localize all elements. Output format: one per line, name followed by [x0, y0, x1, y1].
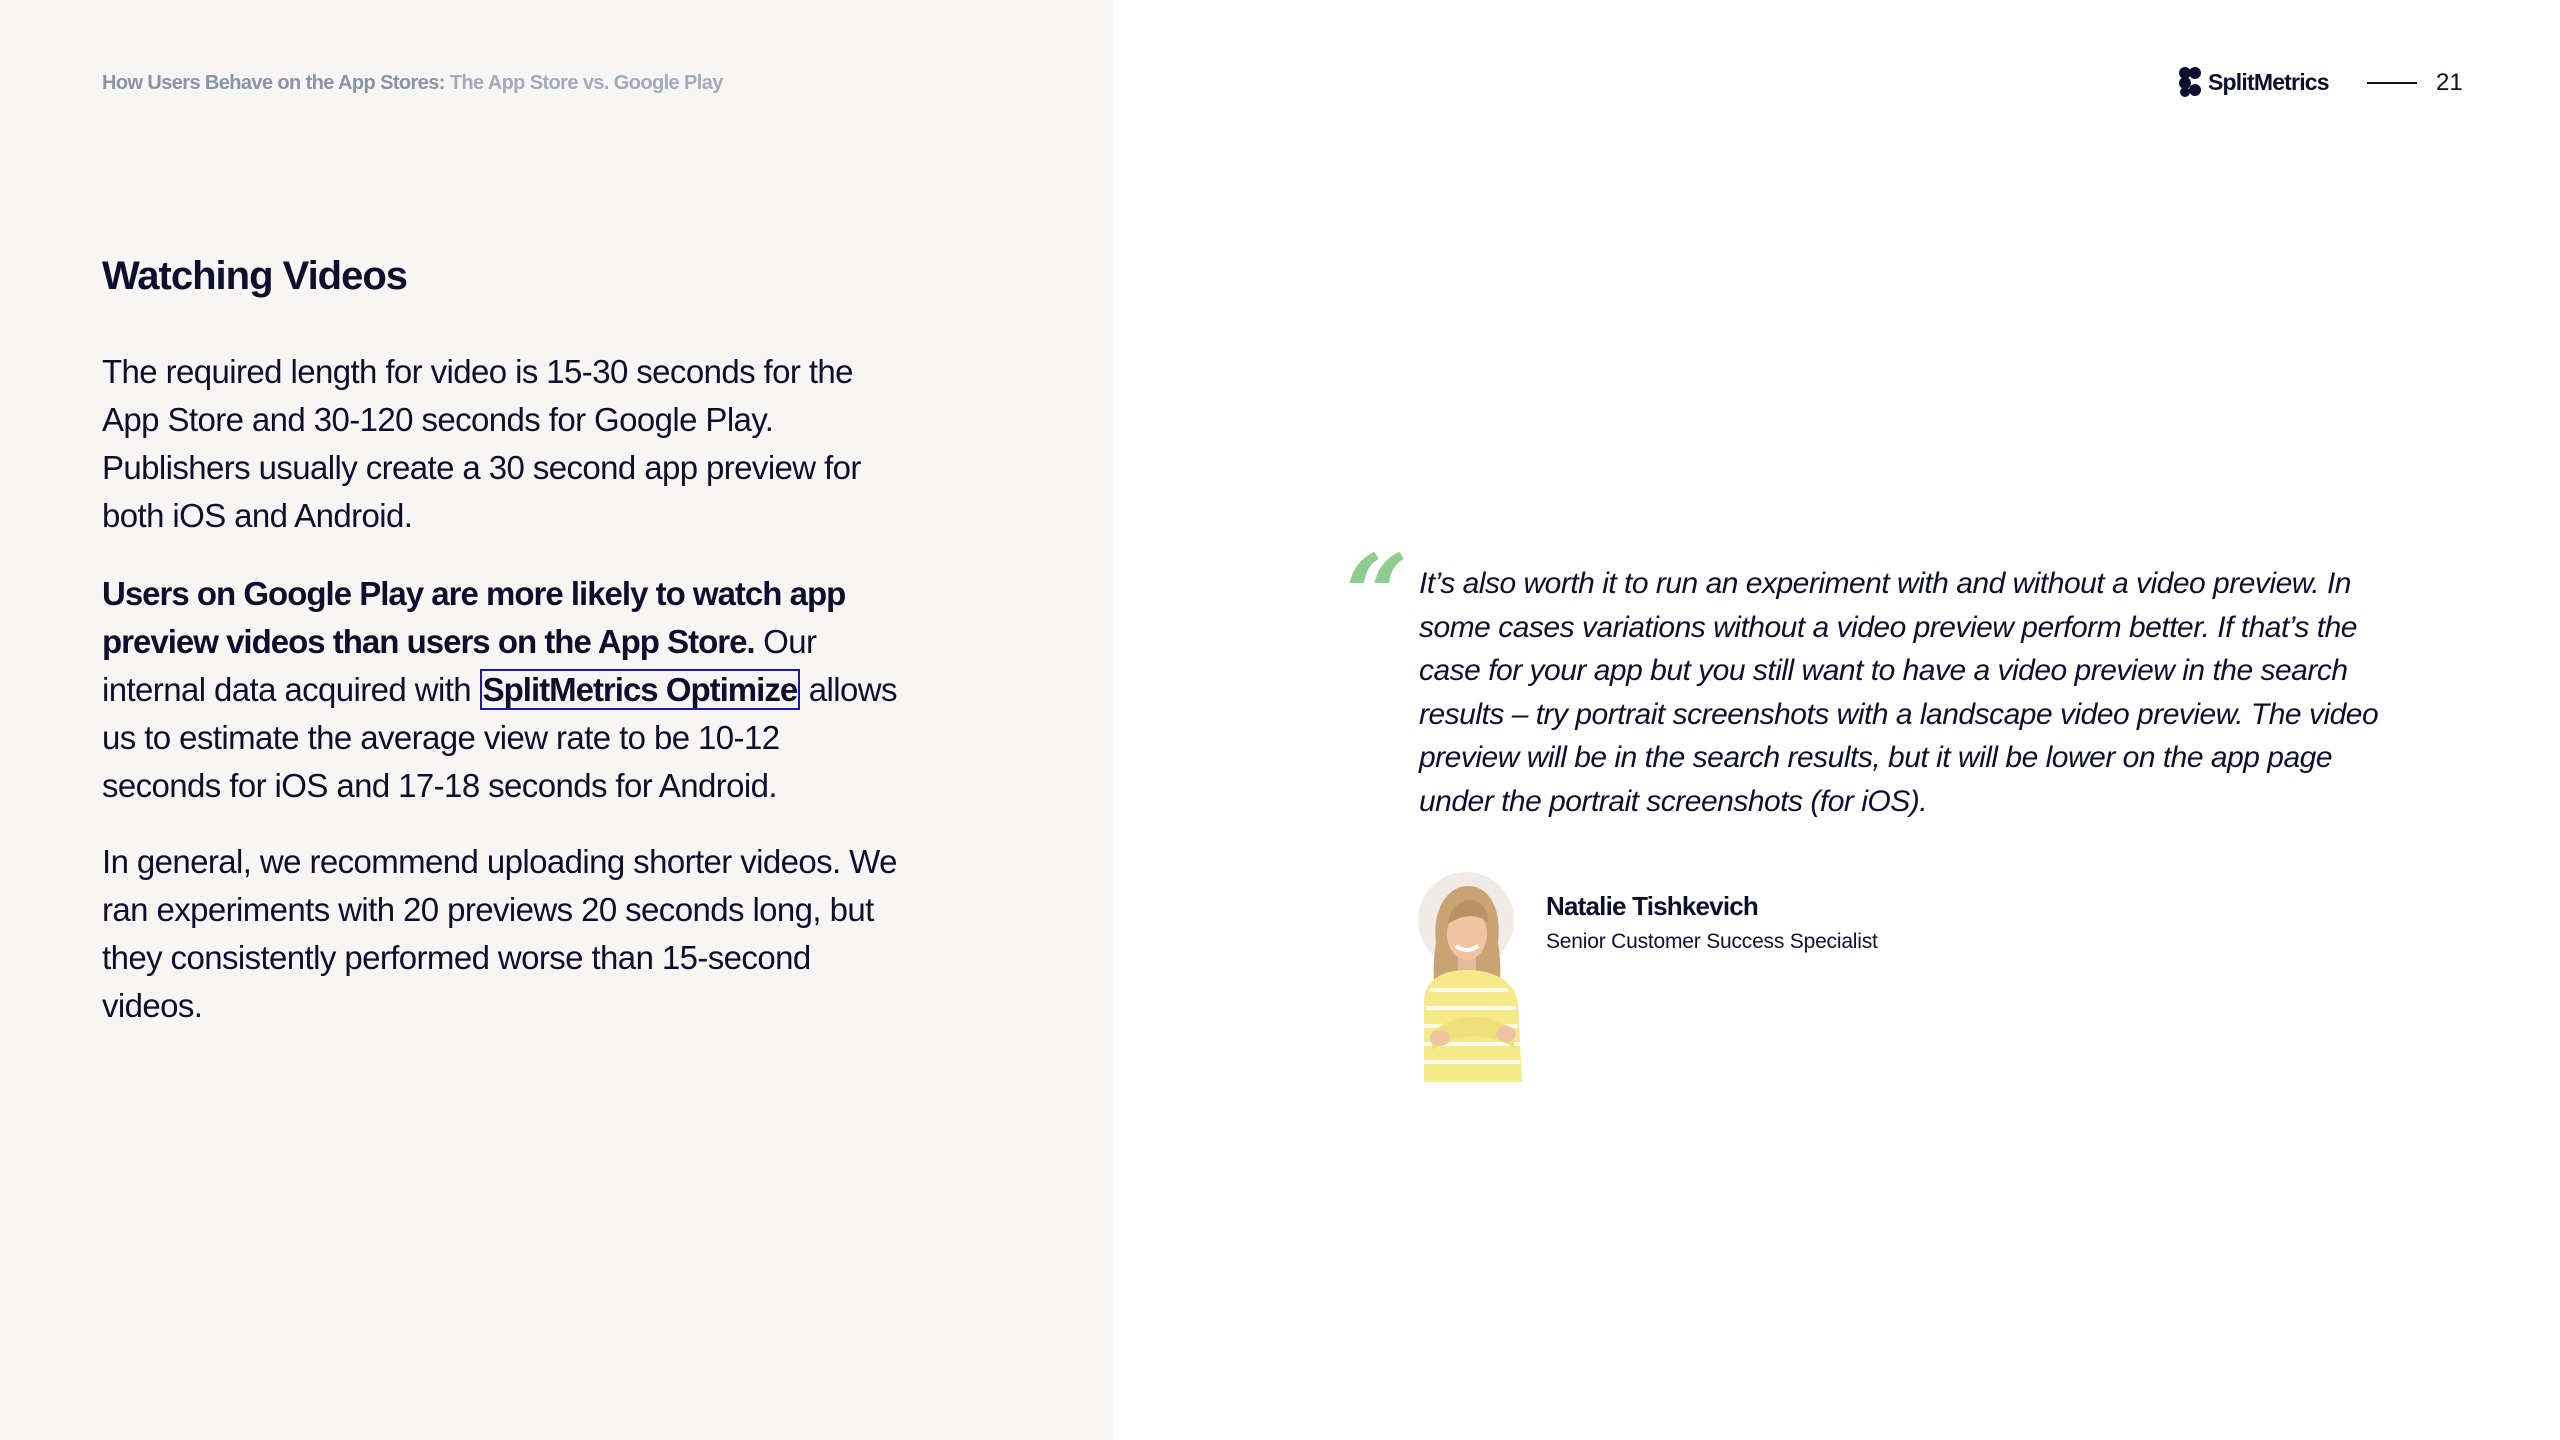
page-number: 21 — [2436, 69, 2463, 96]
header-divider — [2367, 82, 2417, 84]
author-avatar — [1418, 872, 1542, 1082]
splitmetrics-optimize-link[interactable]: SplitMetrics Optimize — [480, 669, 801, 710]
brand-name: SplitMetrics — [2208, 68, 2329, 95]
paragraph-view-rate — [102, 570, 902, 810]
running-header-subtitle: The App Store vs. Google Play — [449, 72, 723, 94]
running-header-title: How Users Behave on the App Stores: — [102, 72, 445, 94]
paragraph-video-length: The required length for video is 15-30 seconds for the App Store and 30-120 seconds for Google Play. Publishers usually create a 30 second app preview for both iOS and Android. — [102, 353, 861, 534]
author-name: Natalie Tishkevich — [1546, 891, 1759, 921]
brand-logo — [2178, 66, 2329, 98]
running-header — [102, 72, 723, 95]
quote-mark-icon: “ — [1345, 530, 1409, 659]
quote-text: It’s also worth it to run an experiment with and without a video preview. In some cases variations without a video preview perform better. If that’s the case for your app but you still want to have a video preview in the search results – try portrait screenshots with a landscape video preview. The video preview will be in the search results, but it will be lower on the app page under the portrait screenshots (for iOS). — [1419, 567, 2379, 818]
splitmetrics-logo-icon — [2178, 66, 2202, 98]
author-role: Senior Customer Success Specialist — [1546, 930, 1878, 953]
paragraph-recommendation: In general, we recommend uploading shorter videos. We ran experiments with 20 previews 20 seconds long, but they consistently performed worse than 15-second videos. — [102, 843, 897, 1024]
paragraph-text-before-link: Our internal data acquired with — [102, 623, 817, 708]
paragraph-emphasis: Users on Google Play are more likely to watch app preview videos than users on the App Store. — [102, 575, 846, 660]
paragraph-text-after-link: allows us to estimate the average view rate to be 10-12 seconds for iOS and 17-18 seconds for Android. — [102, 671, 897, 804]
section-title: Watching Videos — [102, 254, 408, 298]
